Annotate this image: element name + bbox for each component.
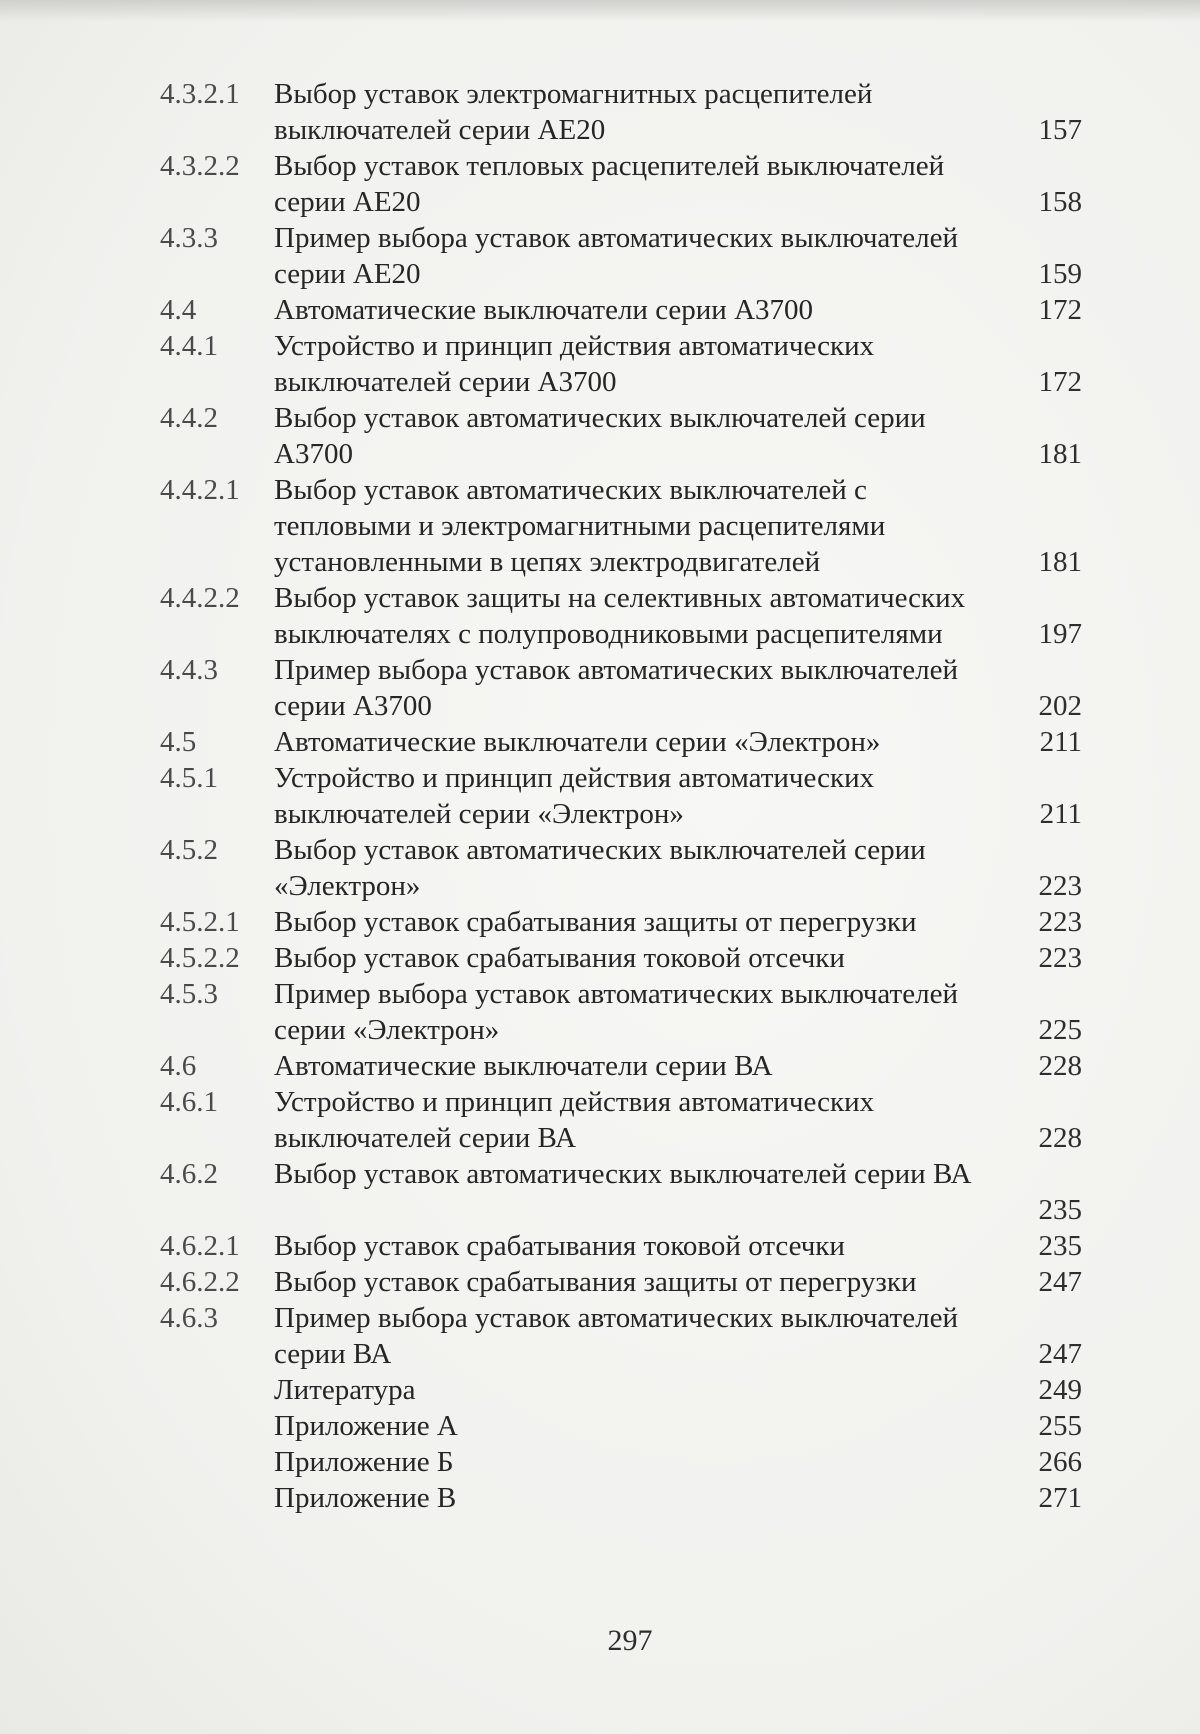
- toc-entry: [160, 1084, 1120, 1156]
- toc-section-title: [274, 940, 1034, 976]
- toc-title-line: Выбор уставок автоматических выключателей с: [274, 474, 867, 506]
- toc-section-title: [274, 1156, 1034, 1228]
- toc-section-number: 4.5.3: [160, 978, 218, 1010]
- toc-title-line: Литература: [274, 1374, 416, 1406]
- toc-title-line: Приложение В: [274, 1482, 457, 1514]
- toc-section-title: [274, 328, 1034, 400]
- toc-entry: [160, 580, 1120, 652]
- toc-section-title: [274, 292, 1034, 328]
- toc-section-title: [274, 1084, 1034, 1156]
- toc-section-title: [274, 1480, 1034, 1516]
- toc-entry: [160, 1300, 1120, 1372]
- toc-section-number: 4.3.3: [160, 222, 218, 254]
- toc-section-number: 4.6.2.2: [160, 1266, 240, 1298]
- toc-title-line: выключателей серии ВА: [274, 1122, 577, 1154]
- toc-entry: [160, 976, 1120, 1048]
- toc-section-number: 4.5.1: [160, 762, 218, 794]
- toc-section-title: [274, 760, 1034, 832]
- toc-section-number: 4.6.2: [160, 1158, 218, 1190]
- toc-entry: [160, 1408, 1120, 1444]
- toc-section-title: [274, 1408, 1034, 1444]
- toc-page-number: 223: [1038, 870, 1082, 902]
- page-top-shadow: [0, 0, 1200, 22]
- toc-section-title: [274, 472, 1034, 580]
- toc-section-number: 4.5.2: [160, 834, 218, 866]
- toc-title-line: Устройство и принцип действия автоматических: [274, 762, 875, 794]
- toc-section-number: 4.6: [160, 1050, 197, 1082]
- toc-title-line: Выбор уставок срабатывания токовой отсечки: [274, 942, 845, 974]
- toc-page-number: 225: [1038, 1014, 1082, 1046]
- toc-title-line: серии АЕ20: [274, 258, 421, 290]
- toc-section-number: 4.4.2.2: [160, 582, 240, 614]
- toc-section-number: 4.4: [160, 294, 197, 326]
- toc-title-line: серии ВА: [274, 1338, 392, 1370]
- toc-page-number: 249: [1038, 1374, 1082, 1406]
- toc-entry: [160, 1228, 1120, 1264]
- toc-page-number: 228: [1038, 1050, 1082, 1082]
- toc-title-line: [274, 1192, 1034, 1228]
- toc-section-title: [274, 832, 1034, 904]
- toc-section-title: [274, 580, 1034, 652]
- toc-page-number: 211: [1039, 726, 1082, 758]
- toc-title-line: Пример выбора уставок автоматических выключателей: [274, 654, 958, 686]
- toc-title-line: Приложение Б: [274, 1446, 454, 1478]
- toc-entry: [160, 652, 1120, 724]
- toc-entry: [160, 1264, 1120, 1300]
- toc-section-title: [274, 1228, 1034, 1264]
- toc-entry: [160, 904, 1120, 940]
- toc-entry: [160, 328, 1120, 400]
- toc-title-line: выключателей серии АЕ20: [274, 114, 606, 146]
- toc-title-line: Выбор уставок срабатывания токовой отсечки: [274, 1230, 845, 1262]
- toc-title-line: Выбор уставок защиты на селективных автоматических: [274, 582, 966, 614]
- toc-entry: [160, 940, 1120, 976]
- toc-title-line: А3700: [274, 438, 353, 470]
- toc-section-title: [274, 976, 1034, 1048]
- toc-title-line: серии «Электрон»: [274, 1014, 500, 1046]
- toc-page-number: 172: [1038, 294, 1082, 326]
- toc-title-line: Выбор уставок электромагнитных расцепителей: [274, 78, 873, 110]
- toc-section-title: [274, 400, 1034, 472]
- toc-section-title: [274, 1264, 1034, 1300]
- toc-page-number: 223: [1038, 906, 1082, 938]
- toc-page-number: 159: [1038, 258, 1082, 290]
- toc-page-number: 211: [1039, 798, 1082, 830]
- toc-section-title: [274, 1444, 1034, 1480]
- toc-section-title: [274, 76, 1034, 148]
- toc-section-number: 4.4.3: [160, 654, 218, 686]
- toc-title-line: Выбор уставок тепловых расцепителей выключателей: [274, 150, 945, 182]
- toc-title-line: установленными в цепях электродвигателей: [274, 546, 821, 578]
- toc-section-number: 4.6.3: [160, 1302, 218, 1334]
- toc-page-number: 202: [1038, 690, 1082, 722]
- toc-section-number: 4.3.2.2: [160, 150, 240, 182]
- toc-title-line: Пример выбора уставок автоматических выключателей: [274, 1302, 958, 1334]
- toc-title-line: Выбор уставок срабатывания защиты от перегрузки: [274, 1266, 917, 1298]
- toc-page-number: 197: [1038, 618, 1082, 650]
- toc-page-number: 266: [1038, 1446, 1082, 1478]
- toc-section-number: 4.5.2.1: [160, 906, 240, 938]
- toc-page-number: 247: [1038, 1266, 1082, 1298]
- toc-entry: [160, 220, 1120, 292]
- toc-section-number: 4.6.2.1: [160, 1230, 240, 1262]
- page-number: 297: [607, 1624, 653, 1657]
- toc-section-number: 4.4.2: [160, 402, 218, 434]
- toc-entry: [160, 1444, 1120, 1480]
- toc-page-number: 247: [1038, 1338, 1082, 1370]
- toc-page-number: 158: [1038, 186, 1082, 218]
- toc-section-title: [274, 220, 1034, 292]
- toc-page-number: 235: [1038, 1230, 1082, 1262]
- toc-title-line: серии А3700: [274, 690, 432, 722]
- toc-title-line: Выбор уставок автоматических выключателей серии ВА: [274, 1158, 972, 1190]
- toc-entry: [160, 1156, 1120, 1228]
- toc-entry: [160, 148, 1120, 220]
- toc-title-line: «Электрон»: [274, 870, 421, 902]
- toc-title-line: Выбор уставок автоматических выключателей серии: [274, 402, 926, 434]
- toc-entry: [160, 76, 1120, 148]
- toc-title-line: Автоматические выключатели серии А3700: [274, 294, 814, 326]
- toc-title-line: Выбор уставок автоматических выключателей серии: [274, 834, 926, 866]
- toc-section-title: [274, 1300, 1034, 1372]
- toc-title-line: выключателях с полупроводниковыми расцепителями: [274, 618, 943, 650]
- toc-title-line: Пример выбора уставок автоматических выключателей: [274, 978, 958, 1010]
- toc-section-number: 4.4.1: [160, 330, 218, 362]
- toc-entry: [160, 1048, 1120, 1084]
- toc-section-number: 4.6.1: [160, 1086, 218, 1118]
- toc-section-title: [274, 652, 1034, 724]
- toc-title-line: выключателей серии «Электрон»: [274, 798, 684, 830]
- toc-section-title: [274, 1048, 1034, 1084]
- toc-title-line: Устройство и принцип действия автоматических: [274, 330, 875, 362]
- toc-title-line: Устройство и принцип действия автоматических: [274, 1086, 875, 1118]
- toc-title-line: выключателей серии А3700: [274, 366, 617, 398]
- toc-page-number: 228: [1038, 1122, 1082, 1154]
- toc-title-line: тепловыми и электромагнитными расцепителями: [274, 510, 886, 542]
- toc-title-line: Выбор уставок срабатывания защиты от перегрузки: [274, 906, 917, 938]
- toc-entry: [160, 832, 1120, 904]
- toc-section-title: [274, 148, 1034, 220]
- toc-title-line: серии АЕ20: [274, 186, 421, 218]
- toc-section-number: 4.3.2.1: [160, 78, 240, 110]
- toc-section-number: 4.5.2.2: [160, 942, 240, 974]
- toc-section-title: [274, 724, 1034, 760]
- toc-page-number: 181: [1038, 546, 1082, 578]
- toc-title-line: Автоматические выключатели серии ВА: [274, 1050, 773, 1082]
- toc-entry: [160, 1480, 1120, 1516]
- table-of-contents: [160, 76, 1120, 1516]
- toc-page-number: 172: [1038, 366, 1082, 398]
- toc-page-number: 255: [1038, 1410, 1082, 1442]
- toc-section-number: 4.4.2.1: [160, 474, 240, 506]
- toc-page-number: 157: [1038, 114, 1082, 146]
- toc-entry: [160, 292, 1120, 328]
- toc-title-line: Автоматические выключатели серии «Электрон»: [274, 726, 881, 758]
- toc-title-line: Приложение А: [274, 1410, 458, 1442]
- toc-page-number: 223: [1038, 942, 1082, 974]
- toc-entry: [160, 760, 1120, 832]
- toc-title-line: Пример выбора уставок автоматических выключателей: [274, 222, 958, 254]
- toc-entry: [160, 1372, 1120, 1408]
- toc-section-title: [274, 904, 1034, 940]
- toc-page-number: 181: [1038, 438, 1082, 470]
- toc-section-number: 4.5: [160, 726, 197, 758]
- toc-entry: [160, 400, 1120, 472]
- toc-entry: [160, 472, 1120, 580]
- toc-page-number: 271: [1038, 1482, 1082, 1514]
- toc-entry: [160, 724, 1120, 760]
- toc-section-title: [274, 1372, 1034, 1408]
- toc-page-number: 235: [1038, 1194, 1082, 1226]
